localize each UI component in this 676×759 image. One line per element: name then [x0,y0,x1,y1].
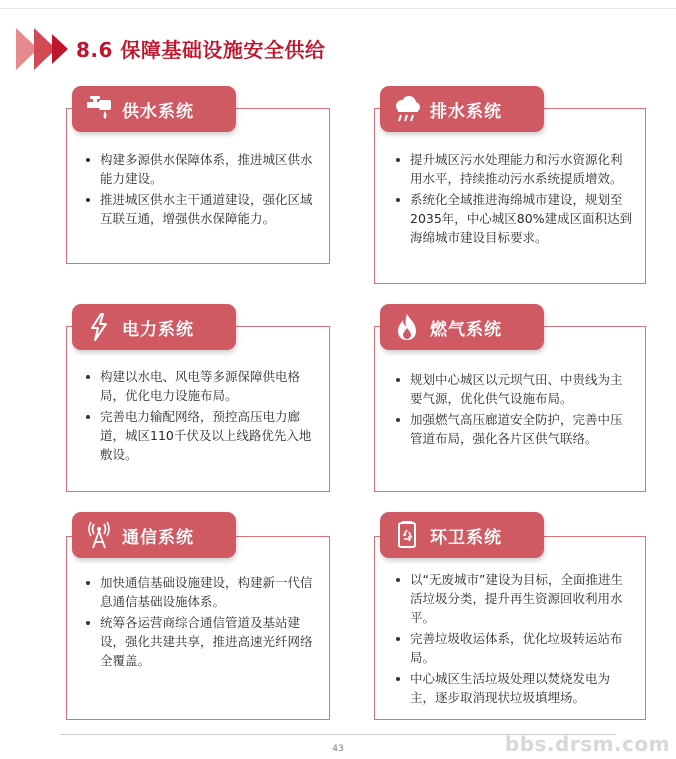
bullet-list [84,573,320,672]
recycle-bin-icon [390,518,424,552]
card-title: 燃气系统 [430,319,502,340]
signal-tower-icon [82,518,116,552]
lightning-icon [82,310,116,344]
card-title: 环卫系统 [430,527,502,548]
bullet-list [394,370,634,450]
list-item: 推进城区供水主干通道建设，强化区域互联互通，增强供水保障能力。 [84,190,320,228]
list-item: 规划中心城区以元坝气田、中贵线为主要气源，优化供气设施布局。 [394,370,634,408]
card-title: 通信系统 [122,527,194,548]
bullet-list [84,150,320,230]
section-arrow-icon [16,26,72,72]
card-title: 电力系统 [122,319,194,340]
list-item: 完善垃圾收运体系，优化垃圾转运站布局。 [394,629,634,667]
card-title: 排水系统 [430,101,502,122]
list-item: 系统化全域推进海绵城市建设，规划至2035年，中心城区80%建成区面积达到海绵城市建设目标要求。 [394,190,634,247]
rain-cloud-icon [390,92,424,126]
card-tab-sanitation [380,512,544,558]
bullet-list [84,367,320,466]
card-tab-power [72,304,236,350]
list-item: 构建以水电、风电等多源保障供电格局，优化电力设施布局。 [84,367,320,405]
list-item: 加强燃气高压廊道安全防护，完善中压管道布局，强化各片区供气联络。 [394,410,634,448]
list-item: 中心城区生活垃圾处理以焚烧发电为主，逐步取消现状垃圾填埋场。 [394,669,634,707]
list-item: 构建多源供水保障体系，推进城区供水能力建设。 [84,150,320,188]
bullet-list [394,570,634,709]
page-number: 43 [332,744,344,754]
card-tab-gas [380,304,544,350]
card-title: 供水系统 [122,101,194,122]
water-tap-icon [82,92,116,126]
card-tab-water-supply [72,86,236,132]
top-rule [0,8,676,9]
list-item: 完善电力输配网络，预控高压电力廊道，城区110千伏及以上线路优先入地敷设。 [84,407,320,464]
list-item: 以“无废城市”建设为目标，全面推进生活垃圾分类，提升再生资源回收利用水平。 [394,570,634,627]
list-item: 提升城区污水处理能力和污水资源化利用水平，持续推动污水系统提质增效。 [394,150,634,188]
bullet-list [394,150,634,249]
card-tab-drainage [380,86,544,132]
card-tab-telecom [72,512,236,558]
watermark: bbs.drsm.com [504,732,670,756]
list-item: 统筹各运营商综合通信管道及基站建设，强化共建共享，推进高速光纤网络全覆盖。 [84,613,320,670]
list-item: 加快通信基础设施建设，构建新一代信息通信基础设施体系。 [84,573,320,611]
flame-icon [390,310,424,344]
section-title: 8.6 保障基础设施安全供给 [76,38,326,62]
